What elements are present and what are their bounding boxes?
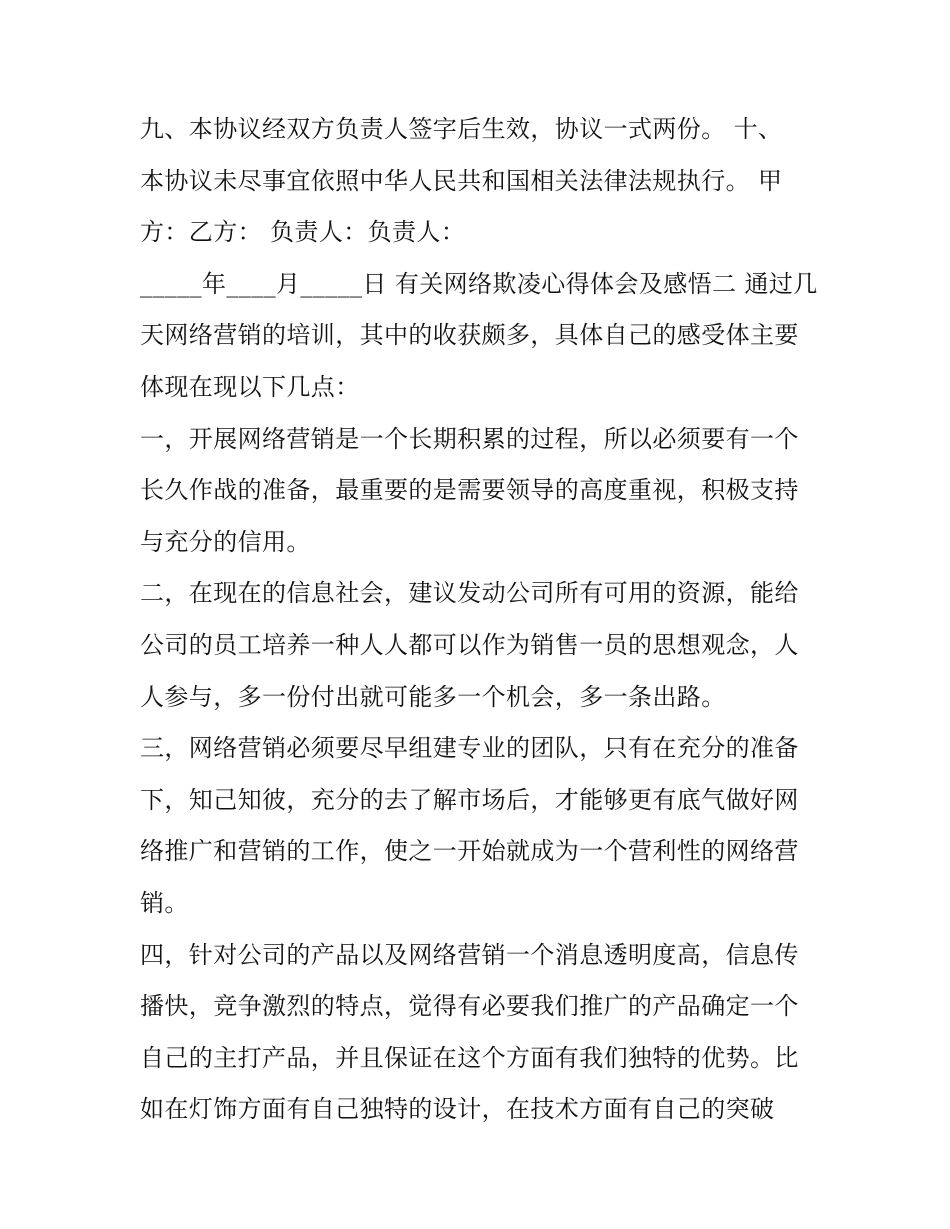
text-line: 三，网络营销必须要尽早组建专业的团队，只有在充分的准备: [140, 734, 799, 763]
text-line: 一，开展网络营销是一个长期积累的过程，所以必须要有一个: [140, 424, 799, 453]
text-line: 方：乙方： 负责人：负责人：: [140, 218, 466, 247]
text-line: 播快，竞争激烈的特点，觉得有必要我们推广的产品确定一个: [140, 992, 799, 1021]
text-line: 天网络营销的培训，其中的收获颇多，具体自己的感受体主要: [140, 321, 799, 350]
document-body: [140, 104, 820, 1136]
text-line: 公司的员工培养一种人人都可以作为销售一员的思想观念，人: [140, 630, 799, 659]
text-line: 络推广和营销的工作，使之一开始就成为一个营利性的网络营: [140, 837, 799, 866]
text-line: 体现在现以下几点：: [140, 372, 360, 401]
text-line: 下，知己知彼，充分的去了解市场后，才能够更有底气做好网: [140, 785, 799, 814]
text-line: 人参与，多一份付出就可能多一个机会，多一条出路。: [140, 682, 726, 711]
text-line: 销。: [140, 888, 189, 917]
text-line: 二，在现在的信息社会，建议发动公司所有可用的资源，能给: [140, 579, 799, 608]
text-line: 四，针对公司的产品以及网络营销一个消息透明度高，信息传: [140, 940, 799, 969]
text-line: 自己的主打产品，并且保证在这个方面有我们独特的优势。比: [140, 1043, 799, 1072]
text-line: 长久作战的准备，最重要的是需要领导的高度重视，积极支持: [140, 476, 799, 505]
text-line: 如在灯饰方面有自己独特的设计，在技术方面有自己的突破: [140, 1095, 775, 1124]
text-line: 九、本协议经双方负责人签字后生效，协议一式两份。 十、: [140, 115, 783, 143]
text-line: 与充分的信用。: [140, 527, 311, 556]
text-line: _____年____月_____日 有关网络欺凌心得体会及感悟二 通过几: [140, 269, 818, 298]
text-line: 本协议未尽事宜依照中华人民共和国相关法律法规执行。 甲: [140, 166, 783, 195]
